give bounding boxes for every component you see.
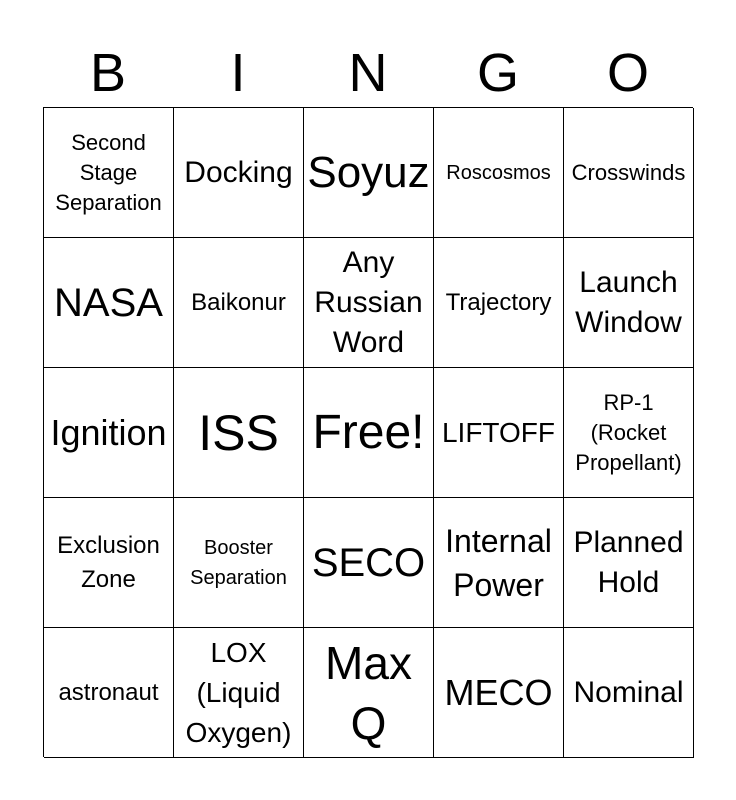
bingo-cell[interactable] [44,498,174,628]
cell-label: LOX (Liquid Oxygen) [185,636,292,748]
bingo-cell[interactable] [434,498,564,628]
bingo-cell[interactable] [434,108,564,238]
cell-label: Crosswinds [571,159,686,185]
cell-label: Max Q [325,636,412,749]
bingo-cell[interactable] [44,368,174,498]
cell-label: Internal Power [445,522,552,603]
bingo-cell[interactable] [434,238,564,368]
bingo-cell[interactable] [564,368,694,498]
bingo-cell[interactable] [44,628,174,758]
bingo-cell[interactable] [44,238,174,368]
cell-label: MECO [444,671,553,713]
cell-label: Free! [312,405,425,459]
cell-label: Exclusion Zone [57,531,160,593]
bingo-cell[interactable] [304,368,434,498]
bingo-cell[interactable] [434,628,564,758]
cell-label: Roscosmos [446,161,551,184]
cell-label: LIFTOFF [441,416,556,448]
bingo-cell[interactable] [174,628,304,758]
bingo-cell[interactable] [174,368,304,498]
bingo-cell[interactable] [44,108,174,238]
cell-label: Soyuz [307,147,430,197]
cell-label: Second Stage Separation [55,129,162,215]
bingo-cell[interactable] [564,628,694,758]
bingo-header [43,40,693,106]
bingo-cell[interactable] [174,108,304,238]
cell-label: Trajectory [445,288,552,316]
bingo-cell[interactable] [304,498,434,628]
cell-label: ISS [198,404,279,461]
cell-label: Booster Separation [190,536,287,589]
cell-label: Docking [184,155,293,189]
cell-label: Any Russian Word [314,245,423,359]
header-letter-i: I [230,43,246,103]
cell-label: SECO [311,540,426,585]
bingo-cell[interactable] [304,238,434,368]
bingo-cell[interactable] [174,238,304,368]
bingo-cell[interactable] [564,238,694,368]
header-letter-g: G [476,43,519,103]
bingo-cell[interactable] [564,108,694,238]
bingo-cell[interactable] [174,498,304,628]
cell-label: Nominal [573,675,684,709]
cell-label: astronaut [58,678,159,706]
bingo-cell[interactable] [564,498,694,628]
cell-label: Baikonur [191,288,286,316]
header-letter-o: O [606,43,649,103]
header-letter-n: N [348,43,388,103]
bingo-cell[interactable] [304,628,434,758]
header-letter-b: B [89,43,127,103]
bingo-cell[interactable] [434,368,564,498]
bingo-cell[interactable] [304,108,434,238]
cell-label: NASA [54,280,163,325]
cell-label: RP-1 (Rocket Propellant) [575,389,682,475]
bingo-board [43,107,693,757]
cell-label: Launch Window [575,265,682,339]
cell-label: Ignition [50,411,167,453]
cell-label: Planned Hold [573,525,684,599]
